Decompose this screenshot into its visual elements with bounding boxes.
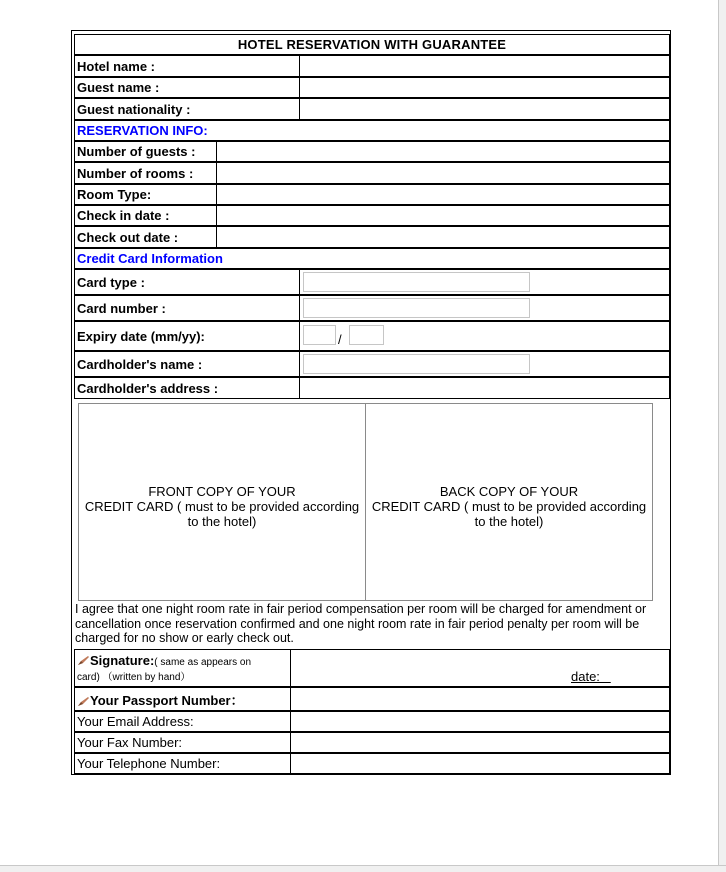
agreement-text: I agree that one night room rate in fair period compensation per room will be charged for amendment or cancellation once reservation confirmed and one night room rate in fair period penalty per room will be charged for no show or early check out.	[75, 602, 647, 645]
rooms-label: Number of rooms :	[77, 165, 194, 181]
email-label: Your Email Address:	[77, 714, 194, 729]
expiry-cell	[299, 322, 669, 350]
passport-label: Your Passport Number：	[90, 692, 244, 708]
rooms-field[interactable]	[216, 163, 669, 183]
fax-label: Your Fax Number:	[77, 735, 183, 750]
check-in-field[interactable]	[216, 206, 669, 225]
holder-name-cell	[299, 352, 669, 376]
reservation-info-header: RESERVATION INFO:	[74, 120, 670, 141]
signature-label-cell	[75, 650, 290, 686]
expiry-year-input[interactable]	[349, 325, 384, 345]
hotel-name-label: Hotel name :	[77, 58, 156, 74]
passport-field[interactable]	[290, 688, 669, 710]
holder-name-row	[74, 351, 670, 377]
back-copy-line: to the hotel)	[474, 514, 544, 529]
passport-row	[74, 687, 670, 711]
card-type-label: Card type :	[77, 274, 145, 290]
fax-row	[74, 732, 670, 753]
email-field[interactable]	[290, 712, 669, 731]
card-type-cell	[299, 270, 669, 294]
signature-note: card) （written by hand）	[77, 672, 191, 683]
room-type-label: Room Type:	[77, 187, 152, 202]
card-number-row	[74, 295, 670, 321]
card-number-input[interactable]	[303, 298, 530, 318]
back-copy-line: BACK COPY OF YOUR	[439, 484, 579, 499]
card-number-cell	[299, 296, 669, 320]
card-number-label: Card number :	[77, 300, 166, 316]
guest-name-label: Guest name :	[77, 80, 160, 95]
front-copy-line: to the hotel)	[187, 514, 257, 529]
guests-row	[74, 141, 670, 162]
expiry-row	[74, 321, 670, 351]
form-title: HOTEL RESERVATION WITH GUARANTEE	[74, 34, 670, 55]
expiry-separator: /	[338, 332, 342, 347]
check-in-label: Check in date :	[77, 208, 170, 223]
signature-row	[74, 649, 670, 687]
front-copy-line: FRONT COPY OF YOUR	[148, 484, 296, 499]
guest-name-field[interactable]	[299, 78, 669, 97]
guest-nationality-label: Guest nationality :	[77, 101, 191, 117]
check-out-field[interactable]	[216, 227, 669, 247]
holder-address-field[interactable]	[299, 378, 669, 398]
guests-label: Number of guests :	[77, 144, 196, 159]
check-out-label: Check out date :	[77, 229, 179, 245]
date-label: date:	[571, 669, 611, 684]
fax-field[interactable]	[290, 733, 669, 752]
room-type-row	[74, 184, 670, 205]
signature-note: ( same as appears on	[154, 657, 252, 668]
card-type-row	[74, 269, 670, 295]
guest-nationality-field[interactable]	[299, 99, 669, 119]
holder-name-input[interactable]	[303, 354, 530, 374]
guest-nationality-row	[74, 98, 670, 120]
hotel-name-row	[74, 55, 670, 77]
signature-label: Signature:	[90, 653, 155, 668]
rooms-row	[74, 162, 670, 184]
check-out-row	[74, 226, 670, 248]
page-edge	[718, 0, 726, 871]
telephone-field[interactable]	[290, 754, 669, 773]
holder-address-row	[74, 377, 670, 399]
holder-name-label: Cardholder's name :	[77, 356, 203, 372]
pen-icon	[77, 694, 90, 705]
email-row	[74, 711, 670, 732]
hotel-name-field[interactable]	[299, 56, 669, 76]
expiry-label: Expiry date (mm/yy):	[77, 328, 205, 344]
passport-label-cell	[75, 688, 290, 710]
telephone-row	[74, 753, 670, 774]
room-type-field[interactable]	[216, 185, 669, 204]
guests-field[interactable]	[216, 142, 669, 161]
back-copy-text	[366, 484, 652, 529]
pen-icon	[77, 655, 90, 666]
reservation-form	[71, 30, 671, 775]
credit-card-header: Credit Card Information	[74, 248, 670, 269]
front-copy-text	[79, 484, 365, 529]
card-type-input[interactable]	[303, 272, 530, 292]
front-copy-line: CREDIT CARD ( must to be provided according	[84, 499, 360, 514]
check-in-row	[74, 205, 670, 226]
signature-field[interactable]	[290, 650, 669, 686]
telephone-label: Your Telephone Number:	[77, 756, 221, 771]
back-copy-line: CREDIT CARD ( must to be provided according	[371, 499, 647, 514]
expiry-month-input[interactable]	[303, 325, 336, 345]
guest-name-row	[74, 77, 670, 98]
front-copy-box[interactable]	[78, 403, 366, 601]
holder-address-label: Cardholder's address :	[77, 380, 219, 396]
back-copy-box[interactable]	[365, 403, 653, 601]
